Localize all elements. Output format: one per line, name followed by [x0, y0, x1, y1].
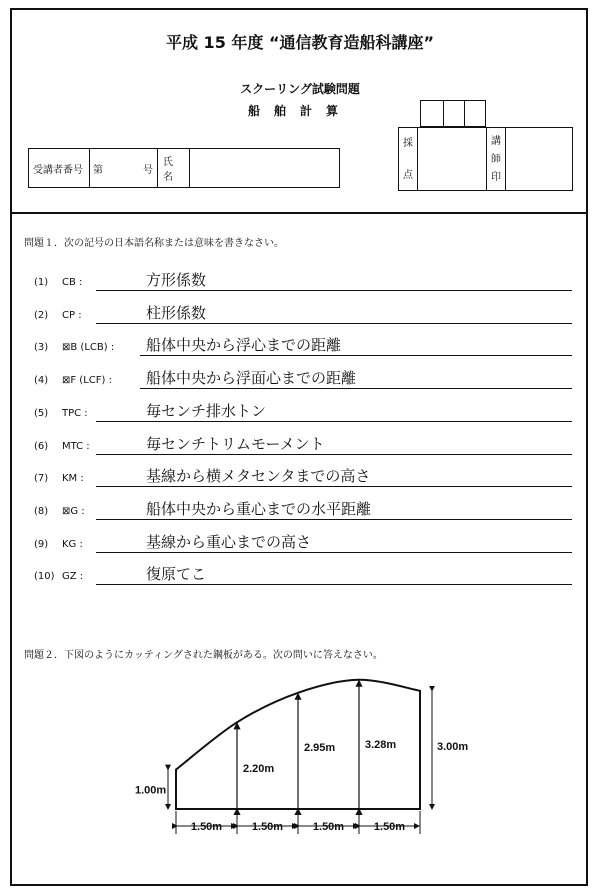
q1-row-symbol: ⊠B (LCB) : — [62, 342, 115, 354]
grade-label-2: 点 — [403, 170, 413, 181]
ordinate-label: 2.95m — [304, 742, 336, 754]
spacing-label: 1.50m — [312, 821, 345, 833]
q1-row-symbol: ⊠F (LCF) : — [62, 375, 112, 387]
q1-handwritten-answer: 船体中央から重心までの水平距離 — [146, 499, 372, 518]
q1-row-symbol: KM : — [62, 473, 84, 485]
q1-handwritten-answer: 毎センチ排水トン — [146, 401, 267, 420]
name-label: 氏名 — [163, 157, 179, 183]
ordinate-label: 2.20m — [243, 763, 275, 775]
instructor-label-1: 講 — [491, 136, 501, 147]
q1-row-symbol: ⊠G : — [62, 505, 85, 517]
instructor-label-3: 印 — [491, 172, 501, 183]
q1-row-number: (4) — [34, 375, 49, 387]
q1-row-symbol: GZ : — [62, 571, 84, 583]
q1-row-number: (10) — [34, 571, 55, 583]
instructor-label-2: 師 — [491, 154, 501, 165]
exam-subtitle: スクーリング試験問題 — [240, 82, 360, 96]
q1-row-number: (6) — [34, 440, 49, 452]
q1-handwritten-answer: 柱形係数 — [146, 303, 207, 322]
q2-title: 問題２．下図のようにカッティングされた鋼板がある。次の問いに答えなさい。 — [24, 650, 383, 661]
q1-row-number: (8) — [34, 505, 49, 517]
q1-handwritten-answer: 復原てこ — [146, 565, 207, 584]
ordinate-label: 3.00m — [437, 741, 469, 753]
q1-handwritten-answer: 毎センチトリムモーメント — [146, 434, 325, 453]
q1-row-symbol: TPC : — [62, 407, 88, 419]
q1-row-number: (1) — [34, 277, 49, 288]
number-suffix-label: 号 — [143, 164, 153, 176]
q1-title: 問題１．次の記号の日本語名称または意味を書きなさい。 — [24, 238, 284, 249]
ordinate-label: 1.00m — [135, 784, 167, 797]
q1-row-number: (9) — [34, 538, 49, 550]
q1-row-symbol: CP : — [62, 309, 82, 321]
number-prefix-label: 第 — [93, 164, 103, 176]
q1-row-number: (5) — [34, 407, 49, 419]
exam-subject: 船舶計算 — [247, 104, 352, 118]
q1-row-symbol: KG : — [62, 538, 83, 550]
q1-row-symbol: CB : — [62, 277, 83, 288]
spacing-label: 1.50m — [251, 821, 284, 833]
spacing-label: 1.50m — [190, 821, 223, 833]
q1-row-number: (3) — [34, 342, 49, 354]
ordinate-label: 3.28m — [365, 739, 397, 751]
q1-row-number: (7) — [34, 473, 49, 485]
q1-row-symbol: MTC : — [62, 440, 90, 452]
q1-row-number: (2) — [34, 309, 49, 321]
q1-handwritten-answer: 船体中央から浮面心までの距離 — [146, 369, 357, 388]
q1-handwritten-answer: 基線から横メタセンタまでの高さ — [146, 467, 371, 486]
q1-handwritten-answer: 基線から重心までの高さ — [146, 532, 312, 551]
spacing-label: 1.50m — [373, 821, 406, 833]
q1-handwritten-answer: 船体中央から浮心までの距離 — [146, 336, 342, 355]
examinee-number-label: 受講者番号 — [33, 164, 83, 176]
exam-title: 平成 15 年度 “通信教育造船科講座” — [165, 33, 434, 52]
grade-label-1: 採 — [403, 138, 413, 149]
q1-handwritten-answer: 方形係数 — [146, 271, 207, 289]
